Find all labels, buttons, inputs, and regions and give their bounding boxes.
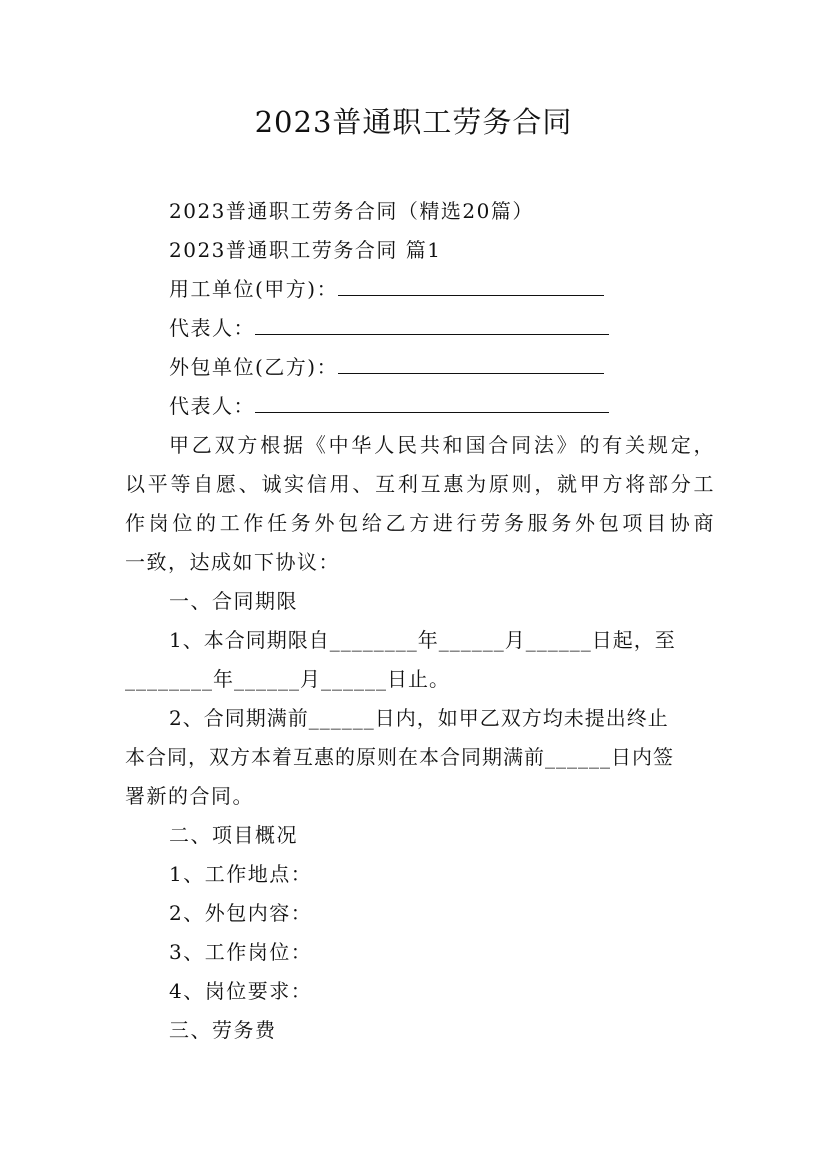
section-heading: 2023普通职工劳务合同 篇1 bbox=[169, 238, 442, 262]
list-item: 3、工作岗位： bbox=[169, 940, 313, 964]
paragraph-line: 署新的合同。 bbox=[125, 784, 254, 808]
rep-b-blank bbox=[255, 394, 609, 413]
list-item: 2、外包内容： bbox=[169, 901, 313, 925]
party-a-label: 用工单位(甲方)： bbox=[169, 277, 339, 301]
section-heading: 一、合同期限 bbox=[169, 589, 298, 613]
section-heading: 二、项目概况 bbox=[169, 823, 298, 847]
party-b-blank bbox=[338, 355, 604, 374]
paragraph-line: 以平等自愿、诚实信用、互利互惠为原则，就甲方将部分工 bbox=[125, 472, 715, 496]
party-a-blank bbox=[338, 277, 604, 296]
document-title: 2023普通职工劳务合同 bbox=[254, 105, 573, 139]
paragraph-line: 一致，达成如下协议： bbox=[125, 550, 340, 574]
rep-b-label: 代表人： bbox=[169, 394, 255, 418]
list-item: 4、岗位要求： bbox=[169, 979, 313, 1003]
party-a-field bbox=[169, 277, 604, 301]
subtitle-line: 2023普通职工劳务合同（精选20篇） bbox=[169, 199, 534, 223]
rep-a-blank bbox=[255, 316, 609, 335]
paragraph-line: ________年______月______日止。 bbox=[125, 667, 450, 691]
party-b-field bbox=[169, 355, 604, 379]
rep-a-field bbox=[169, 316, 609, 340]
paragraph-line: 本合同，双方本着互惠的原则在本合同期满前______日内签 bbox=[125, 745, 674, 769]
section-heading: 三、劳务费 bbox=[169, 1018, 277, 1042]
rep-b-field bbox=[169, 394, 609, 418]
list-item: 1、工作地点： bbox=[169, 862, 313, 886]
party-b-label: 外包单位(乙方)： bbox=[169, 355, 339, 379]
paragraph-line: 作岗位的工作任务外包给乙方进行劳务服务外包项目协商 bbox=[125, 511, 715, 535]
paragraph-line: 1、本合同期限自________年______月______日起，至 bbox=[169, 628, 676, 652]
rep-a-label: 代表人： bbox=[169, 316, 255, 340]
paragraph-line: 甲乙双方根据《中华人民共和国合同法》的有关规定， bbox=[169, 433, 715, 457]
paragraph-line: 2、合同期满前______日内，如甲乙双方均未提出终止 bbox=[169, 706, 669, 730]
